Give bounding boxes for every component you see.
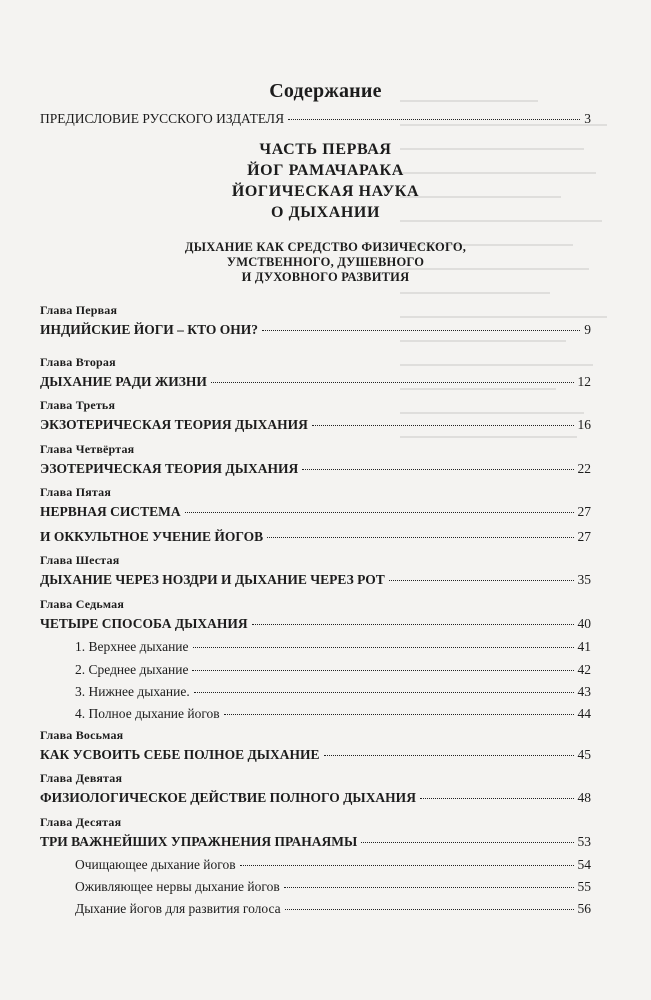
page-number: 54 xyxy=(577,857,591,872)
page-number: 40 xyxy=(577,616,591,631)
entry-title: 1. Верхнее дыхание xyxy=(75,639,189,654)
page-number: 9 xyxy=(584,322,591,337)
toc-subentry[interactable] xyxy=(75,706,591,722)
page-number: 12 xyxy=(577,374,591,389)
entry-title: И ОККУЛЬТНОЕ УЧЕНИЕ ЙОГОВ xyxy=(40,529,264,544)
dot-leader xyxy=(240,865,574,866)
dot-leader xyxy=(324,755,574,756)
chapter-label: Глава Восьмая xyxy=(40,728,124,742)
entry-title: ЭКЗОТЕРИЧЕСКАЯ ТЕОРИЯ ДЫХАНИЯ xyxy=(40,417,308,432)
entry-title: Дыхание йогов для развития голоса xyxy=(75,901,281,916)
page-number: 3 xyxy=(584,111,591,126)
toc-entry-chapter-9[interactable] xyxy=(40,790,591,806)
part-subtitle xyxy=(0,240,651,285)
dot-leader xyxy=(211,382,574,383)
dot-leader xyxy=(284,887,574,888)
toc-subentry[interactable] xyxy=(75,901,591,917)
page-number: 55 xyxy=(577,879,591,894)
dot-leader xyxy=(185,512,574,513)
page-number: 53 xyxy=(577,834,591,849)
page-number: 44 xyxy=(577,706,591,721)
dot-leader xyxy=(262,330,580,331)
page-number: 48 xyxy=(577,790,591,805)
dot-leader xyxy=(267,537,573,538)
entry-title: ЧЕТЫРЕ СПОСОБА ДЫХАНИЯ xyxy=(40,616,248,631)
entry-title: НЕРВНАЯ СИСТЕМА xyxy=(40,504,181,519)
page-number: 27 xyxy=(577,529,591,544)
dot-leader xyxy=(312,425,574,426)
chapter-label: Глава Четвёртая xyxy=(40,442,135,456)
dot-leader xyxy=(288,119,580,120)
toc-entry-chapter-4[interactable] xyxy=(40,461,591,477)
entry-title: ДЫХАНИЕ РАДИ ЖИЗНИ xyxy=(40,374,207,389)
entry-title: Очищающее дыхание йогов xyxy=(75,857,236,872)
dot-leader xyxy=(224,714,574,715)
dot-leader xyxy=(252,624,574,625)
dot-leader xyxy=(302,469,573,470)
entry-title: ДЫХАНИЕ ЧЕРЕЗ НОЗДРИ И ДЫХАНИЕ ЧЕРЕЗ РОТ xyxy=(40,572,385,587)
toc-entry-chapter-7[interactable] xyxy=(40,616,591,632)
part-heading xyxy=(0,139,651,223)
entry-title: ПРЕДИСЛОВИЕ РУССКОГО ИЗДАТЕЛЯ xyxy=(40,111,285,126)
chapter-label: Глава Седьмая xyxy=(40,597,125,611)
contents-title: Содержание xyxy=(269,80,382,102)
entry-title: ИНДИЙСКИЕ ЙОГИ – КТО ОНИ? xyxy=(40,322,259,337)
dot-leader xyxy=(193,647,574,648)
chapter-label: Глава Шестая xyxy=(40,553,120,567)
entry-title: ТРИ ВАЖНЕЙШИХ УПРАЖНЕНИЯ ПРАНАЯМЫ xyxy=(40,834,358,849)
page-number: 56 xyxy=(577,901,591,916)
toc-entry-chapter-1[interactable] xyxy=(40,322,591,338)
toc-entry-chapter-2[interactable] xyxy=(40,374,591,390)
page-number: 16 xyxy=(577,417,591,432)
chapter-label: Глава Вторая xyxy=(40,355,116,369)
subtitle-line: ДЫХАНИЕ КАК СРЕДСТВО ФИЗИЧЕСКОГО, xyxy=(184,240,467,254)
dot-leader xyxy=(192,670,573,671)
toc-entry-chapter-5[interactable] xyxy=(40,504,591,520)
toc-subentry[interactable] xyxy=(75,684,591,700)
toc-entry-chapter-5-part-2[interactable] xyxy=(40,529,591,545)
toc-entry-chapter-8[interactable] xyxy=(40,747,591,763)
page-number: 35 xyxy=(577,572,591,587)
entry-title: ЭЗОТЕРИЧЕСКАЯ ТЕОРИЯ ДЫХАНИЯ xyxy=(40,461,299,476)
page-number: 41 xyxy=(577,639,591,654)
page-number: 27 xyxy=(577,504,591,519)
entry-title: ФИЗИОЛОГИЧЕСКОЕ ДЕЙСТВИЕ ПОЛНОГО ДЫХАНИЯ xyxy=(40,790,416,805)
toc-entry-preface[interactable] xyxy=(40,111,591,127)
page-number: 45 xyxy=(577,747,591,762)
entry-title: Оживляющее нервы дыхание йогов xyxy=(75,879,280,894)
dot-leader xyxy=(389,580,574,581)
entry-title: КАК УСВОИТЬ СЕБЕ ПОЛНОЕ ДЫХАНИЕ xyxy=(40,747,320,762)
chapter-label: Глава Десятая xyxy=(40,815,122,829)
chapter-label: Глава Первая xyxy=(40,303,118,317)
toc-entry-chapter-10[interactable] xyxy=(40,834,591,850)
part-line: О ДЫХАНИИ xyxy=(270,204,380,221)
part-line: ЙОГ РАМАЧАРАКА xyxy=(247,162,404,179)
toc-entry-chapter-3[interactable] xyxy=(40,417,591,433)
part-line: ЙОГИЧЕСКАЯ НАУКА xyxy=(231,183,420,200)
page-number: 43 xyxy=(577,684,591,699)
toc-subentry[interactable] xyxy=(75,857,591,873)
toc-entry-chapter-6[interactable] xyxy=(40,572,591,588)
toc-subentry[interactable] xyxy=(75,879,591,895)
entry-title: 3. Нижнее дыхание. xyxy=(75,684,190,699)
chapter-label: Глава Пятая xyxy=(40,485,112,499)
dot-leader xyxy=(285,909,574,910)
chapter-label: Глава Девятая xyxy=(40,771,123,785)
toc-subentry[interactable] xyxy=(75,639,591,655)
subtitle-line: УМСТВЕННОГО, ДУШЕВНОГО xyxy=(226,255,425,269)
part-line: ЧАСТЬ ПЕРВАЯ xyxy=(259,141,392,158)
page-number: 22 xyxy=(577,461,591,476)
toc-subentry[interactable] xyxy=(75,662,591,678)
dot-leader xyxy=(361,842,573,843)
dot-leader xyxy=(420,798,574,799)
dot-leader xyxy=(194,692,574,693)
entry-title: 4. Полное дыхание йогов xyxy=(75,706,220,721)
entry-title: 2. Среднее дыхание xyxy=(75,662,189,677)
page-number: 42 xyxy=(577,662,591,677)
chapter-label: Глава Третья xyxy=(40,398,116,412)
subtitle-line: И ДУХОВНОГО РАЗВИТИЯ xyxy=(241,270,410,284)
